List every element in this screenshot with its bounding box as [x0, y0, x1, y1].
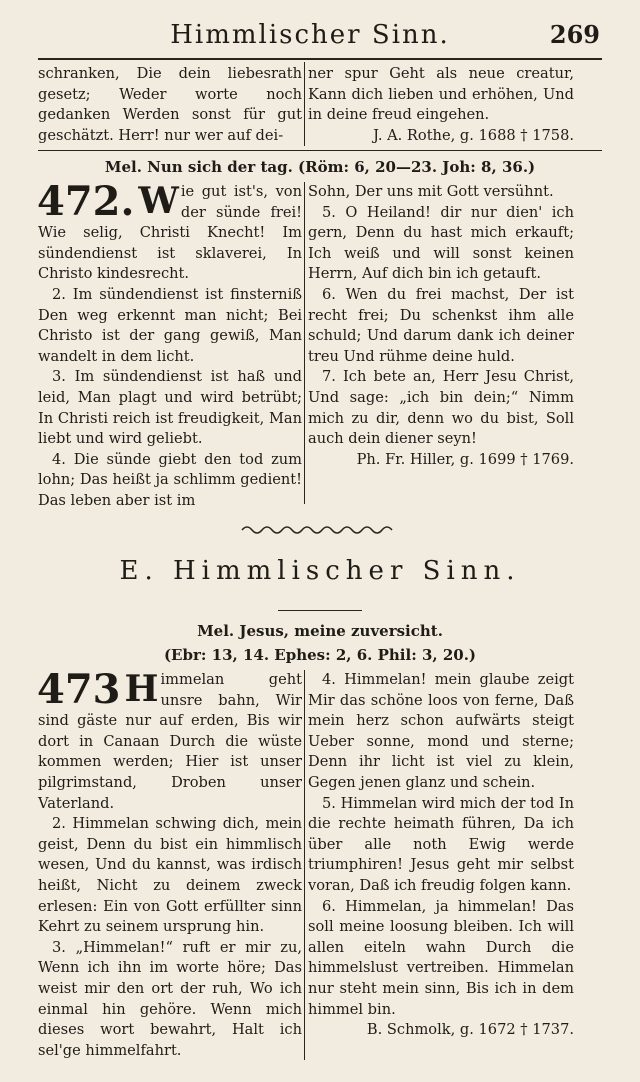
continuation-author: J. A. Rothe, g. 1688 † 1758.: [373, 126, 574, 144]
initial-letter-473: H: [124, 668, 159, 710]
hymn-472-right: [308, 182, 574, 470]
verse-473-3: 3. „Himmelan!“ ruft er mir zu, Wenn ich ihn im worte höre; Das weist mir den ort der ruh, Wo ich einmal hin gehöre. Wenn mich dieses wort bewahrt, Halt ich sel'ge himmelfahrt.: [38, 938, 302, 1059]
column-divider: [304, 62, 305, 146]
author-472: Ph. Fr. Hiller, g. 1699 † 1769.: [356, 450, 574, 468]
verse-472-2: 2. Im sündendienst ist finsterniß Den weg erkennt man nicht; Bei Christo ist der gang gewiß, Man wandelt in dem licht.: [38, 285, 302, 365]
verse-472-1: ie gut ist's, von der sünde frei! Wie selig, Christi Knecht! Im sündendienst ist sklaverei, In Christo kindesrecht.: [38, 183, 302, 283]
hymn-473-left: [37, 666, 302, 1061]
page-number: 269: [549, 20, 600, 49]
verse-473-2: 2. Himmelan schwing dich, mein geist, Denn du bist ein himmlisch wesen, Und du kannst, was irdisch heißt, Nicht zu deinem zweck erlesen: Ein von Gott erfüllter sinn Kehrt zu seinem ursprung hin.: [38, 815, 302, 936]
verse-473-5: 5. Himmelan wird mich der tod In die rechte heimath führen, Da ich über alle noth Ewig werde triumphiren! Jesus geht mir selbst voran, Daß ich freudig folgen kann.: [308, 794, 574, 894]
verse-472-7: 7. Ich bete an, Herr Jesu Christ, Und sage: „ich bin dein;“ Nimm mich zu dir, denn wo du bist, Soll auch dein diener seyn!: [308, 368, 574, 448]
verse-472-5: 5. O Heiland! dir nur dien' ich gern, Denn du hast mich erkauft; Ich weiß und will sonst keinen Herrn, Auf dich bin ich getauft.: [308, 203, 574, 283]
hymn-number-473: 473: [37, 666, 121, 713]
melody-472: Mel. Nun sich der tag. (Röm: 6, 20—23. Joh: 8, 36.): [104, 158, 536, 176]
melody-473: Mel. Jesus, meine zuversicht.: [197, 622, 443, 640]
section-heading: E. Himmlischer Sinn.: [119, 556, 521, 586]
section-rule: [278, 610, 362, 611]
continuation-left-text: schranken, Die dein liebesrath gesetz; Weder worte noch gedanken Werden sonst für gut geschätzt. Herr! nur wer auf dei-: [38, 65, 302, 144]
hymn-473-right: [308, 670, 574, 1041]
separator-rule: [38, 150, 602, 151]
running-head: [40, 18, 600, 54]
verse-473-1: immelan geht unsre bahn, Wir sind gäste nur auf erden, Bis wir dort in Canaan Durch die wüste kommen werden; Hier ist unser pilgrimstand, Droben unser Vaterland.: [38, 671, 302, 812]
verse-473-6: 6. Himmelan, ja himmelan! Das soll meine loosung bleiben. Ich will allen eiteln wahn Durch die himmelslust vertreiben. Himmelan nur steht mein sinn, Bis ich in dem himmel bin.: [308, 897, 574, 1018]
verse-472-4: 4. Die sünde giebt den tod zum lohn; Das heißt ja schlimm gedient! Das leben aber ist im: [38, 450, 302, 509]
verse-472-3: 3. Im sündendienst ist haß und leid, Man plagt und wird betrübt; In Christi reich ist freudigkeit, Man liebt und wird geliebt.: [38, 368, 302, 448]
hymn-472-left: [37, 178, 302, 512]
hymn-number-472: 472.: [37, 178, 135, 225]
initial-letter-472: W: [138, 180, 179, 222]
wavy-ornament: [238, 520, 398, 540]
running-title: Himmlischer Sinn.: [170, 20, 450, 50]
continuation-left: [38, 64, 302, 146]
verse-472-6: 6. Wen du frei machst, Der ist recht frei; Du schenkst ihm alle schuld; Und darum dank ich deiner treu Und rühme deine huld.: [308, 285, 574, 365]
continuation-right: [308, 64, 574, 146]
header-rule: [38, 58, 602, 60]
verse-473-4: 4. Himmelan! mein glaube zeigt Mir das schöne loos von ferne, Daß mein herz schon aufwärts steigt Ueber sonne, mond und sterne; Denn ihr licht ist viel zu klein, Gegen jenen glanz und schein.: [308, 671, 574, 791]
continuation-right-text: ner spur Geht als neue creatur, Kann dich lieben und erhöhen, Und in deine freud eingehen.: [308, 65, 574, 124]
verse-472-4-cont: Sohn, Der uns mit Gott versühnt.: [308, 183, 554, 200]
column-divider: [304, 670, 305, 1060]
author-473: B. Schmolk, g. 1672 † 1737.: [366, 1021, 574, 1039]
scripture-references-473: (Ebr: 13, 14. Ephes: 2, 6. Phil: 3, 20.): [163, 646, 477, 664]
column-divider: [304, 182, 305, 504]
